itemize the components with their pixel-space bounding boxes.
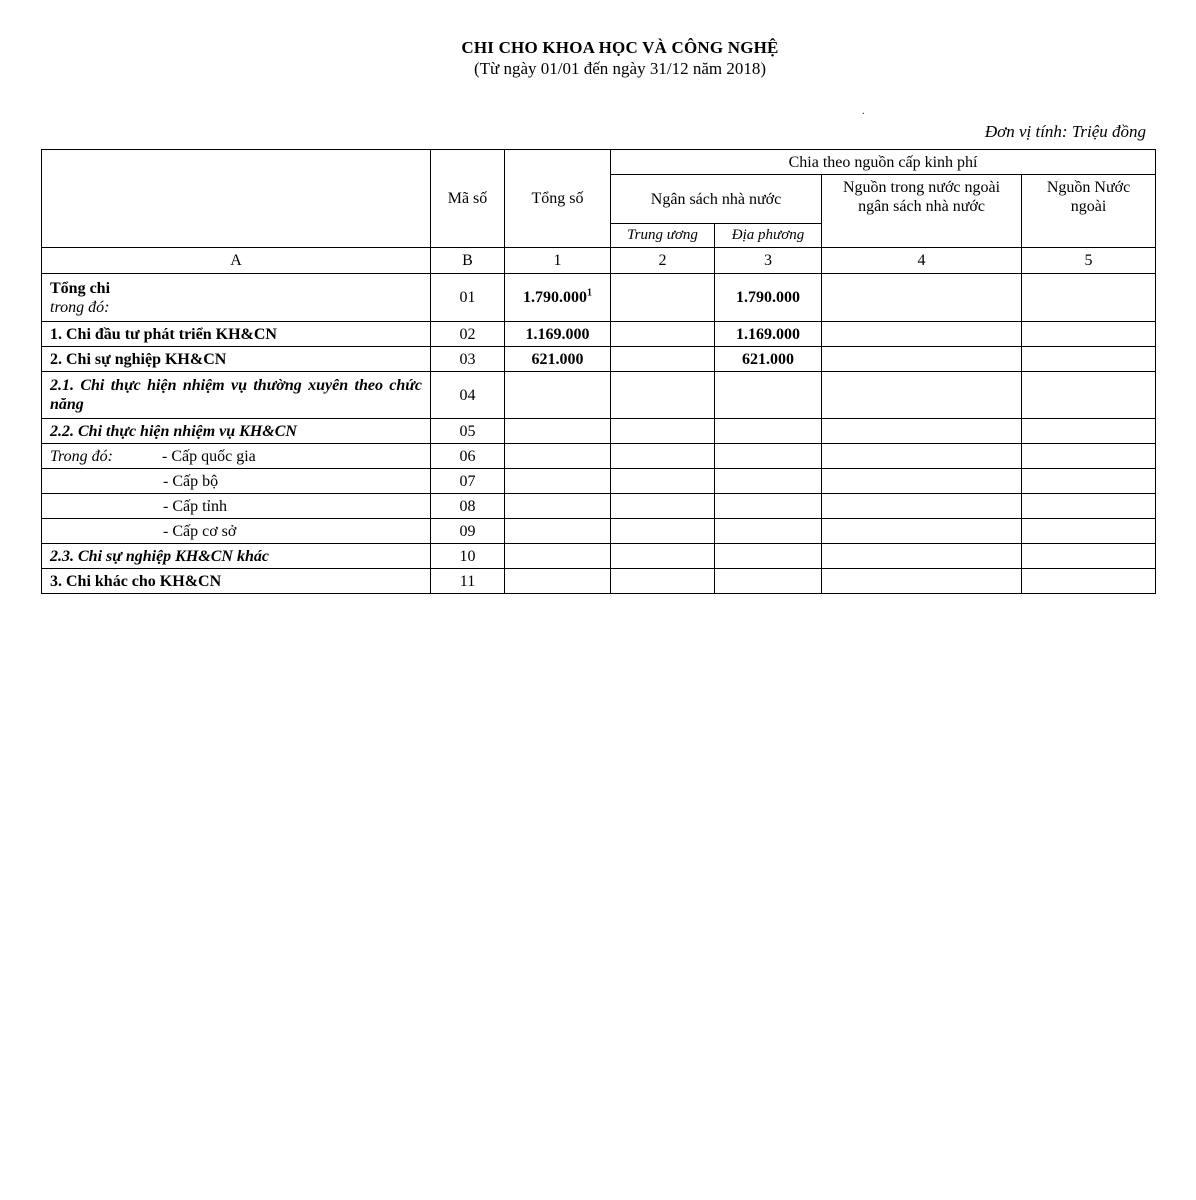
table-row	[42, 274, 1156, 322]
row-domestic	[822, 274, 1022, 322]
row-foreign	[1022, 274, 1156, 322]
empty-cell	[1022, 519, 1156, 544]
row-code: 02	[431, 322, 505, 347]
empty-cell	[505, 569, 611, 594]
header-trung-uong: Trung ương	[611, 224, 715, 248]
row-domestic	[822, 347, 1022, 372]
empty-cell	[611, 419, 715, 444]
index-row	[42, 248, 1156, 274]
table-row	[42, 347, 1156, 372]
empty-cell	[1022, 544, 1156, 569]
row-local: 1.790.000	[715, 274, 822, 322]
index-cell: B	[431, 248, 505, 274]
header-ngan-sach-nha-nuoc: Ngân sách nhà nước	[611, 175, 822, 224]
index-cell: 5	[1022, 248, 1156, 274]
empty-cell	[505, 469, 611, 494]
empty-cell	[505, 544, 611, 569]
empty-cell	[505, 419, 611, 444]
row-code: 11	[431, 569, 505, 594]
empty-cell	[505, 372, 611, 419]
row-label-cell	[42, 274, 431, 322]
row-sublabel: trong đó:	[50, 298, 110, 316]
row-label: 2. Chi sự nghiệp KH&CN	[42, 347, 431, 372]
row-central	[611, 322, 715, 347]
row-code: 01	[431, 274, 505, 322]
row-central	[611, 274, 715, 322]
header-nguon-nuoc-ngoai: Nguồn Nước ngoài	[1022, 175, 1156, 248]
empty-cell	[822, 444, 1022, 469]
expenditure-table	[41, 149, 1156, 594]
row-code: 05	[431, 419, 505, 444]
row-foreign	[1022, 322, 1156, 347]
empty-cell	[611, 494, 715, 519]
row-label: - Cấp quốc gia	[162, 447, 256, 465]
row-code: 06	[431, 444, 505, 469]
empty-cell	[822, 544, 1022, 569]
table-row	[42, 322, 1156, 347]
row-code: 04	[431, 372, 505, 419]
row-label: 2.2. Chi thực hiện nhiệm vụ KH&CN	[42, 419, 431, 444]
row-code: 07	[431, 469, 505, 494]
empty-cell	[611, 544, 715, 569]
header-dia-phuong: Địa phương	[715, 224, 822, 248]
header-ma-so: Mã số	[431, 150, 505, 248]
row-label: - Cấp bộ	[42, 469, 431, 494]
empty-cell	[1022, 569, 1156, 594]
empty-cell	[822, 372, 1022, 419]
table-row	[42, 494, 1156, 519]
unit-label: Đơn vị tính: Triệu đồng	[984, 122, 1146, 141]
row-domestic	[822, 322, 1022, 347]
empty-cell	[611, 372, 715, 419]
table-row	[42, 544, 1156, 569]
table-row	[42, 569, 1156, 594]
empty-cell	[1022, 372, 1156, 419]
empty-cell	[1022, 469, 1156, 494]
empty-cell	[715, 569, 822, 594]
empty-cell	[715, 494, 822, 519]
row-local: 621.000	[715, 347, 822, 372]
header-chia-theo-nguon: Chia theo nguồn cấp kinh phí	[611, 150, 1156, 175]
table-row	[42, 519, 1156, 544]
report-title: CHI CHO KHOA HỌC VÀ CÔNG NGHỆ	[461, 38, 779, 57]
row-code: 09	[431, 519, 505, 544]
row-code: 10	[431, 544, 505, 569]
row-label: 2.1. Chi thực hiện nhiệm vụ thường xuyên theo chức năng	[42, 372, 431, 419]
row-code: 08	[431, 494, 505, 519]
table-row	[42, 469, 1156, 494]
empty-cell	[611, 469, 715, 494]
index-cell: 2	[611, 248, 715, 274]
empty-cell	[611, 569, 715, 594]
row-total-cell	[505, 274, 611, 322]
empty-cell	[822, 469, 1022, 494]
table-row	[42, 372, 1156, 419]
row-label: - Cấp cơ sở	[42, 519, 431, 544]
empty-cell	[505, 444, 611, 469]
empty-cell	[505, 494, 611, 519]
index-cell: 1	[505, 248, 611, 274]
row-foreign	[1022, 347, 1156, 372]
header-nguon-trong-nuoc: Nguồn trong nước ngoài ngân sách nhà nước	[822, 175, 1022, 248]
index-cell: A	[42, 248, 431, 274]
empty-cell	[715, 544, 822, 569]
row-code: 03	[431, 347, 505, 372]
row-label: Tổng chi	[50, 279, 111, 297]
header-row-1	[42, 150, 1156, 175]
row-total: 1.790.000	[523, 289, 587, 306]
empty-cell	[822, 569, 1022, 594]
empty-cell	[715, 372, 822, 419]
row-label: 2.3. Chi sự nghiệp KH&CN khác	[42, 544, 431, 569]
empty-cell	[715, 519, 822, 544]
empty-cell	[505, 519, 611, 544]
header-blank-cell	[42, 150, 431, 248]
empty-cell	[1022, 494, 1156, 519]
empty-cell	[822, 494, 1022, 519]
row-total: 621.000	[505, 347, 611, 372]
empty-cell	[715, 419, 822, 444]
empty-cell	[611, 519, 715, 544]
row-label-cell	[42, 444, 431, 469]
row-total: 1.169.000	[505, 322, 611, 347]
row-label: - Cấp tỉnh	[42, 494, 431, 519]
report-period: (Từ ngày 01/01 đến ngày 31/12 năm 2018)	[473, 59, 767, 78]
index-cell: 3	[715, 248, 822, 274]
empty-cell	[1022, 444, 1156, 469]
empty-cell	[715, 469, 822, 494]
row-prefix: Trong đó:	[50, 447, 113, 465]
empty-cell	[715, 444, 822, 469]
empty-cell	[822, 419, 1022, 444]
row-central	[611, 347, 715, 372]
table-row	[42, 419, 1156, 444]
index-cell: 4	[822, 248, 1022, 274]
empty-cell	[1022, 419, 1156, 444]
stray-dot: .	[862, 106, 865, 117]
footnote-marker: 1	[587, 287, 592, 299]
empty-cell	[822, 519, 1022, 544]
row-label: 3. Chi khác cho KH&CN	[42, 569, 431, 594]
row-label: 1. Chi đầu tư phát triển KH&CN	[42, 322, 431, 347]
row-local: 1.169.000	[715, 322, 822, 347]
header-tong-so: Tổng số	[505, 150, 611, 248]
empty-cell	[611, 444, 715, 469]
table-row	[42, 444, 1156, 469]
